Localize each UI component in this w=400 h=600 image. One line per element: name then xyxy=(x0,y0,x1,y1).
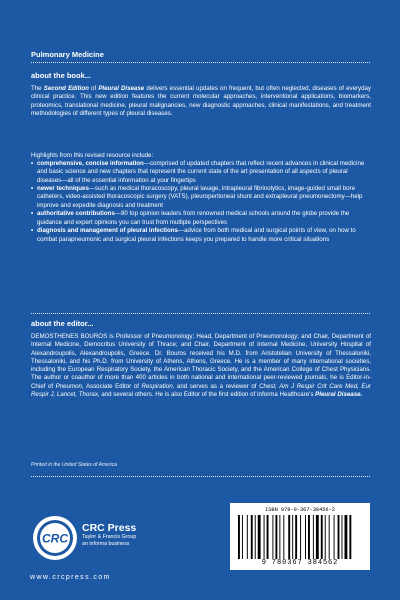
divider xyxy=(31,313,370,314)
barcode-bar xyxy=(292,515,293,559)
barcode-bar xyxy=(316,515,319,559)
list-item: • newer techniques—such as medical thoracoscopy, pleural lavage, intrapleural fibrinolytics, image-guided small bore catheters, video-assisted thoracoscopic surgery (VATS), pleuroperitoneal shunt and extrapleural pneumonectomy—help improve and expedite diagnosis and treatment xyxy=(31,185,363,209)
highlights-list xyxy=(31,160,371,244)
publisher-block xyxy=(82,522,136,547)
divider xyxy=(31,62,370,63)
barcode-bar xyxy=(267,515,269,559)
book-description: The Second Edition of Pleural Disease delivers essential updates on frequent, but often neglected, diseases of everyday clinical practice. This new edition features the current molecular approaches, interventional applications, biomarkers, proteomics, translational medicine, pleural malignancies, new diagnostic approaches, clinical manifestations, and treatment methodologies of different types of pleural diseases. xyxy=(31,85,371,117)
barcode-bar xyxy=(247,515,248,559)
bullet-icon: • xyxy=(31,160,34,167)
publisher-tagline: an informa business xyxy=(82,540,130,547)
highlights-intro: Highlights from this revised resource include: xyxy=(31,152,154,159)
barcode-bar xyxy=(321,515,323,559)
barcode-bar xyxy=(251,515,253,559)
about-book-heading: about the book... xyxy=(31,71,91,80)
bullet-icon: • xyxy=(31,210,34,218)
barcode-bar xyxy=(255,515,256,559)
barcode-bar xyxy=(264,515,265,559)
barcode-bar xyxy=(288,515,290,559)
logo-text: CRC xyxy=(42,531,68,546)
barcode-bar xyxy=(295,515,297,559)
bullet-icon: • xyxy=(31,185,34,193)
publisher-name: CRC Press xyxy=(82,522,137,534)
printed-notice: Printed in the United States of America xyxy=(31,462,117,468)
barcode-bar xyxy=(338,515,340,559)
barcode-bar xyxy=(238,515,240,559)
barcode xyxy=(230,503,370,570)
barcode-bar xyxy=(329,515,330,559)
barcode-bar xyxy=(258,515,261,559)
barcode-bar xyxy=(305,515,306,559)
barcode-bar xyxy=(300,515,301,559)
publisher-group: Taylor & Francis Group xyxy=(82,534,137,540)
barcode-bar xyxy=(325,515,326,559)
barcode-bar xyxy=(342,515,343,559)
barcode-bar xyxy=(279,515,280,559)
barcode-bar xyxy=(272,515,273,559)
category-label: Pulmonary Medicine xyxy=(31,50,104,59)
barcode-bar xyxy=(242,515,243,559)
editor-bio: DEMOSTHENES BOUROS is Professor of Pneumonology; Head, Department of Pneumonology; and Chair, Department of Internal Medicine, Democritus University of Thrace; and Chair, Department of Internal Medicine, University Hospital of Alexandroupolis, Alexandroupolis, Greece. Dr. Bouros received his M.D. from Aristotelian University of Thessaloniki, Thessaloniki, and his Ph.D. from University of Athens, Athens, Greece. He is a member of many international societies, including the European Respiratory Society, the American Thoracic Society, and the American College of Chest Physicians. The author or coauthor of more than 400 articles in both national and international peer-reviewed journals, he is Editor-in-Chief of Pneumon, Associate Editor of Respiration, and serves as a reviewer of Chest, Am J Respir Crit Care Med, Eur Respir J, Lancet, Thorax, and several others. He is also Editor of the first edition of Informa Healthcare's Pleural Disease. xyxy=(31,333,371,399)
publisher-url[interactable]: www.crcpress.com xyxy=(30,574,111,581)
about-editor-heading: about the editor... xyxy=(31,319,94,328)
barcode-bars xyxy=(238,515,362,559)
barcode-bar xyxy=(283,515,284,559)
list-item: • diagnosis and management of pleural infections—advice from both medical and surgical points of view, on how to combat parapneumonic and surgical pleural infections keeps you prepared to handle more critical situations xyxy=(31,227,356,243)
list-item: • authoritative contributions—80 top opinion leaders from renowned medical schools around the globe provide the guidance and expert opinions you can trust from multiple perspectives xyxy=(31,210,350,226)
barcode-bar xyxy=(349,515,351,559)
barcode-bar xyxy=(345,515,348,559)
isbn-label: ISBN 978-0-367-38456-2 xyxy=(265,507,335,513)
crc-logo-icon xyxy=(31,514,79,562)
barcode-bar xyxy=(313,515,314,559)
divider xyxy=(31,476,370,477)
bullet-icon: • xyxy=(31,227,34,235)
barcode-bar xyxy=(334,515,335,559)
barcode-bar xyxy=(308,515,310,559)
barcode-bar xyxy=(275,515,277,559)
barcode-number: 9 780367 384562 xyxy=(261,559,339,567)
list-item: • comprehensive, concise information—comprised of updated chapters that reflect recent advances in clinical medicine and basic science and new chapters that represent the current state of the art presentation of all aspects of pleural diseases—all of the essential information at your fingertips xyxy=(31,160,365,184)
